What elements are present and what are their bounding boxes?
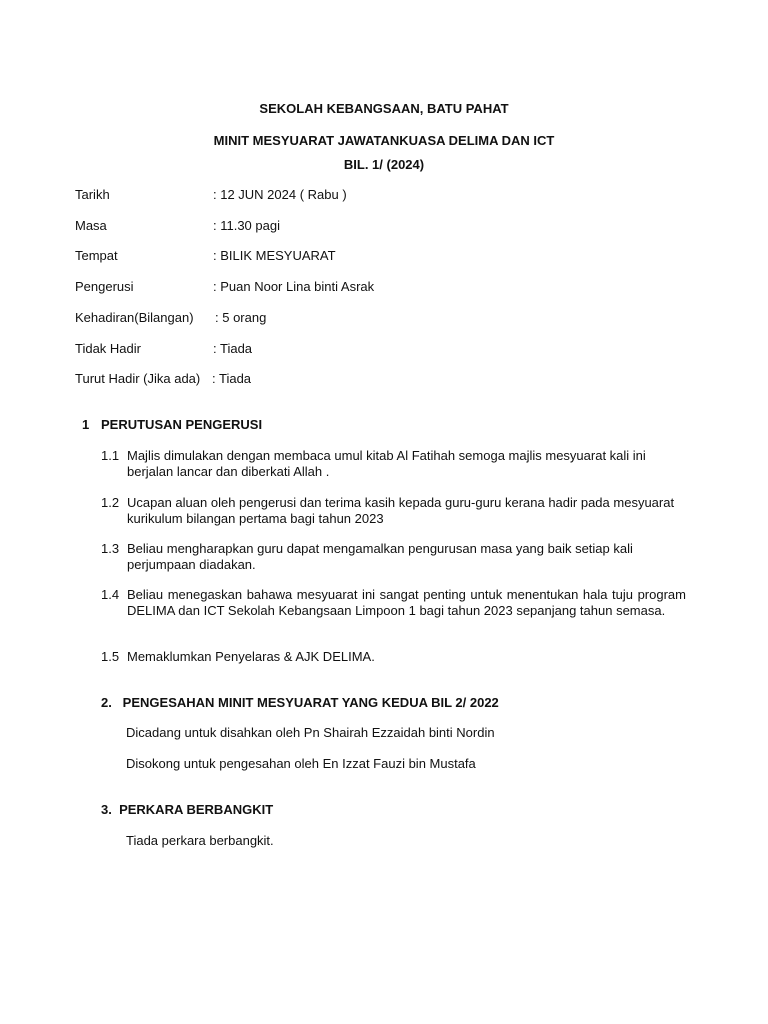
item-text: Majlis dimulakan dengan membaca umul kitab Al Fatihah semoga majlis mesyuarat kali ini berjalan lancar dan diberkati Allah . [127,448,646,479]
item-text: Beliau mengharapkan guru dapat mengamalkan pengurusan masa yang baik setiap kali perjumpaan diadakan. [127,541,633,572]
meeting-number: BIL. 1/ (2024) [343,157,425,172]
section-heading: 3. PERKARA BERBANGKIT [101,802,274,817]
item-text: Ucapan aluan oleh pengerusi dan terima kasih kepada guru-guru kerana hadir pada mesyuarat kurikulum bilangan pertama bagi tahun 2023 [127,495,675,526]
item-number: 1.3 [101,541,120,556]
info-label: Pengerusi [75,279,134,294]
info-label: Masa [75,218,107,233]
section-heading: PERUTUSAN PENGERUSI [101,417,263,432]
seconded-by: Disokong untuk pengesahan oleh En Izzat Fauzi bin Mustafa [126,756,476,771]
info-value: : 5 orang [215,310,267,325]
proposed-by: Dicadang untuk disahkan oleh Pn Shairah Ezzaidah binti Nordin [126,725,495,740]
section-heading: 2. PENGESAHAN MINIT MESYUARAT YANG KEDUA BIL 2/ 2022 [101,695,499,710]
item-text: Memaklumkan Penyelaras & AJK DELIMA. [127,649,375,664]
item-number: 1.4 [101,587,120,602]
info-label: Tidak Hadir [75,341,141,356]
info-label: Tarikh [75,187,110,202]
info-value: : BILIK MESYUARAT [213,248,336,263]
info-value: : Tiada [213,341,253,356]
item-text: Beliau menegaskan bahawa mesyuarat ini sangat penting untuk menentukan hala tuju program DELIMA dan ICT Sekolah Kebangsaan Limpoon 1 bagi tahun 2023 sepanjang tahun semasa. [127,587,686,618]
info-value: : 11.30 pagi [213,218,280,233]
info-label: Turut Hadir (Jika ada) [75,371,201,386]
school-name: SEKOLAH KEBANGSAAN, BATU PAHAT [259,101,509,116]
info-value: : Tiada [212,371,252,386]
section-text: Tiada perkara berbangkit. [126,833,274,848]
document-title: MINIT MESYUARAT JAWATANKUASA DELIMA DAN ICT [213,133,555,148]
info-label: Tempat [75,248,118,263]
item-number: 1.1 [101,448,120,463]
info-label: Kehadiran(Bilangan) [75,310,194,325]
section-number: 1 [82,417,90,432]
item-number: 1.2 [101,495,120,510]
info-value: : Puan Noor Lina binti Asrak [213,279,375,294]
info-value: : 12 JUN 2024 ( Rabu ) [213,187,347,202]
item-number: 1.5 [101,649,120,664]
